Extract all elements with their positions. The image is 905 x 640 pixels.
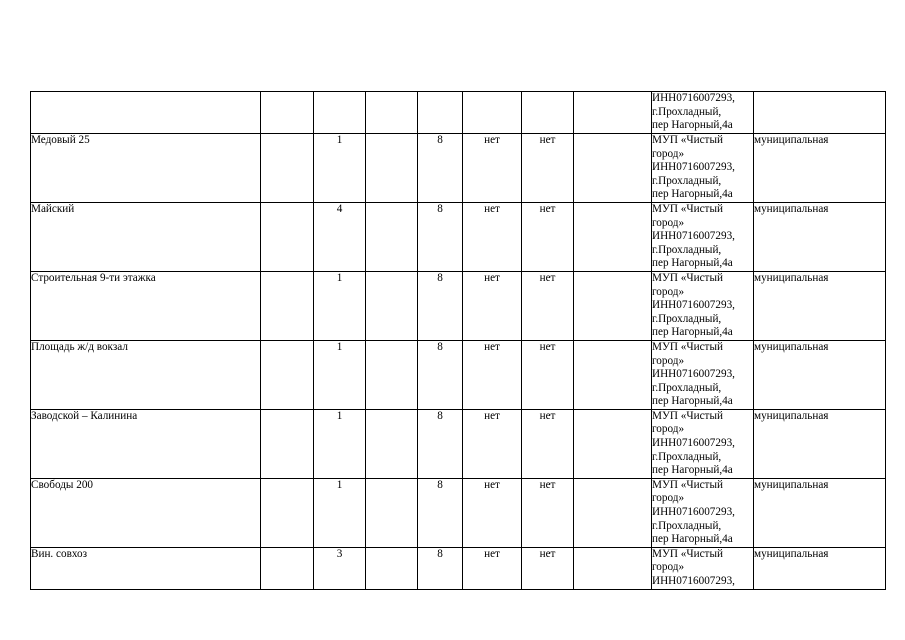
operator-cell: МУП «Чистый город» ИНН0716007293, г.Прохладный, пер Нагорный,4а	[652, 202, 754, 271]
operator-cell: МУП «Чистый город» ИНН0716007293, г.Прохладный, пер Нагорный,4а	[652, 478, 754, 547]
flag-a-cell: нет	[463, 202, 522, 271]
flag-a-cell: нет	[463, 340, 522, 409]
ownership-cell: муниципальная	[754, 340, 886, 409]
table-row	[31, 409, 886, 478]
site-name-cell: Заводской – Калинина	[31, 409, 261, 478]
site-name-cell: Майский	[31, 202, 261, 271]
container-count-cell: 4	[314, 202, 366, 271]
flag-a-cell: нет	[463, 271, 522, 340]
table-row	[31, 134, 886, 203]
flag-b-cell: нет	[522, 478, 574, 547]
container-count-cell: 1	[314, 271, 366, 340]
ownership-cell: муниципальная	[754, 547, 886, 589]
flag-b-cell: нет	[522, 271, 574, 340]
table-row	[31, 271, 886, 340]
volume-cell: 8	[418, 202, 463, 271]
ownership-cell: муниципальная	[754, 271, 886, 340]
volume-cell: 8	[418, 409, 463, 478]
container-count-cell: 1	[314, 478, 366, 547]
operator-cell: МУП «Чистый город» ИНН0716007293, г.Прохладный, пер Нагорный,4а	[652, 134, 754, 203]
flag-b-cell: нет	[522, 409, 574, 478]
site-name-cell: Строительная 9-ти этажка	[31, 271, 261, 340]
table-row-partial	[31, 92, 886, 134]
container-count-cell: 1	[314, 340, 366, 409]
volume-cell: 8	[418, 271, 463, 340]
table-row	[31, 547, 886, 589]
flag-b-cell: нет	[522, 547, 574, 589]
ownership-cell: муниципальная	[754, 134, 886, 203]
container-count-cell: 1	[314, 409, 366, 478]
waste-sites-table	[30, 91, 886, 590]
volume-cell: 8	[418, 547, 463, 589]
operator-cell: МУП «Чистый город» ИНН0716007293, г.Прохладный, пер Нагорный,4а	[652, 271, 754, 340]
table-row	[31, 340, 886, 409]
site-name-cell	[31, 92, 261, 134]
flag-a-cell: нет	[463, 134, 522, 203]
site-name-cell: Площадь ж/д вокзал	[31, 340, 261, 409]
flag-a-cell: нет	[463, 409, 522, 478]
flag-b-cell: нет	[522, 340, 574, 409]
table-row	[31, 202, 886, 271]
operator-cell: МУП «Чистый город» ИНН0716007293,	[652, 547, 754, 589]
container-count-cell: 1	[314, 134, 366, 203]
flag-b-cell: нет	[522, 202, 574, 271]
flag-a-cell: нет	[463, 478, 522, 547]
container-count-cell: 3	[314, 547, 366, 589]
flag-b-cell: нет	[522, 134, 574, 203]
site-name-cell: Свободы 200	[31, 478, 261, 547]
site-name-cell: Вин. совхоз	[31, 547, 261, 589]
ownership-cell: муниципальная	[754, 409, 886, 478]
ownership-cell: муниципальная	[754, 478, 886, 547]
operator-cell: МУП «Чистый город» ИНН0716007293, г.Прохладный, пер Нагорный,4а	[652, 340, 754, 409]
ownership-cell	[754, 92, 886, 134]
table-row	[31, 478, 886, 547]
flag-a-cell: нет	[463, 547, 522, 589]
site-name-cell: Медовый 25	[31, 134, 261, 203]
volume-cell: 8	[418, 134, 463, 203]
operator-cell: МУП «Чистый город» ИНН0716007293, г.Прохладный, пер Нагорный,4а	[652, 409, 754, 478]
operator-cell: ИНН0716007293, г.Прохладный, пер Нагорный,4а	[652, 92, 754, 134]
ownership-cell: муниципальная	[754, 202, 886, 271]
volume-cell: 8	[418, 478, 463, 547]
volume-cell: 8	[418, 340, 463, 409]
